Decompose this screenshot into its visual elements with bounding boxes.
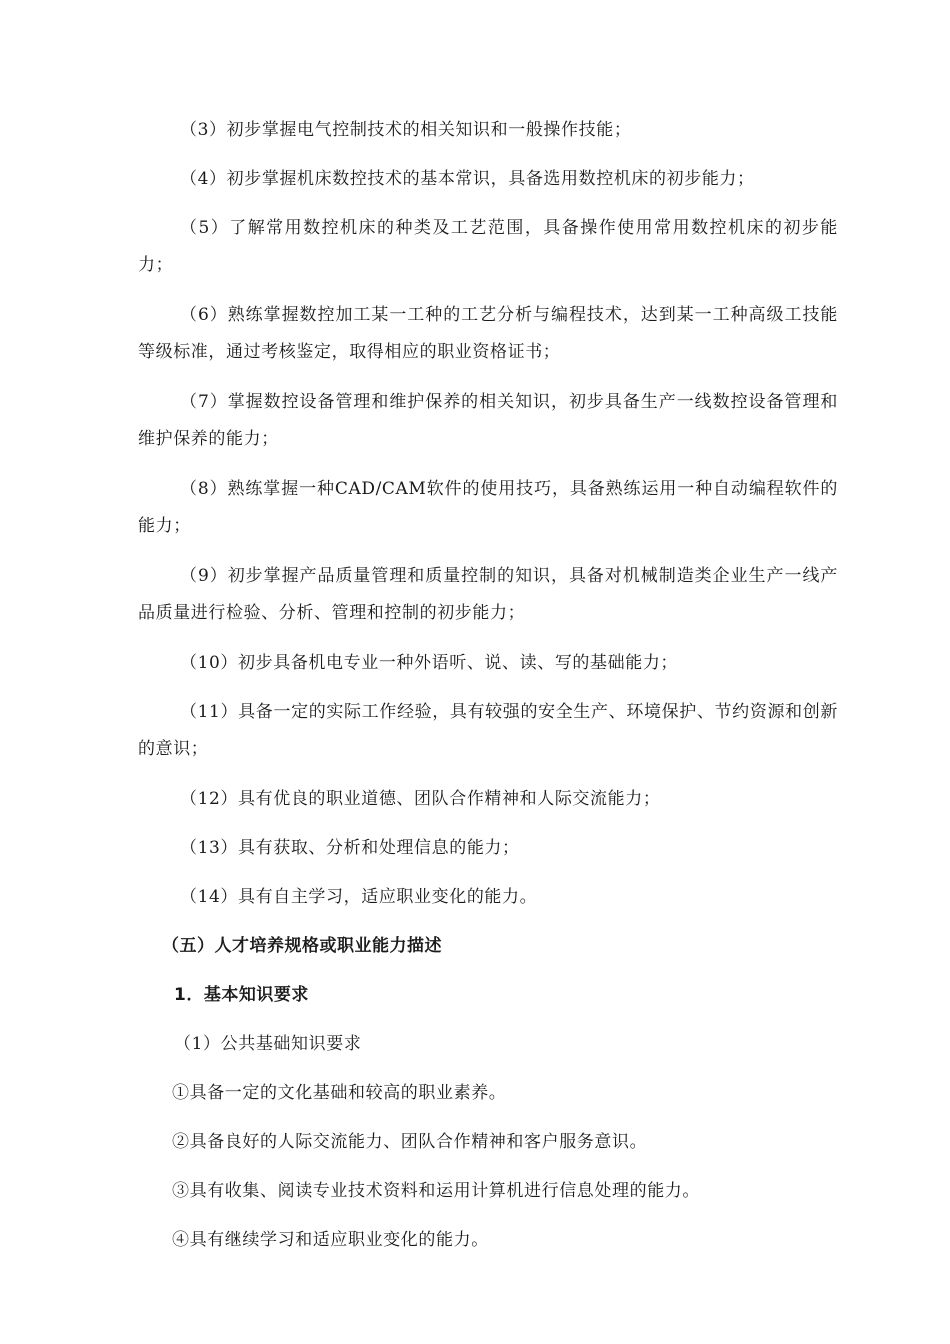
list-item: （11）具备一定的实际工作经验，具有较强的安全生产、环境保护、节约资源和创新的意识； [138,702,838,759]
list-item: （12）具有优良的职业道德、团队合作精神和人际交流能力； [180,789,661,809]
sub-item: （1）公共基础知识要求 [174,1034,362,1054]
document-body [138,112,838,1271]
subsection-heading: 1．基本知识要求 [174,985,309,1005]
circle-list-item: ①具备一定的文化基础和较高的职业素养。 [172,1083,507,1103]
list-item: （5）了解常用数控机床的种类及工艺范围，具备操作使用常用数控机床的初步能力； [138,218,838,275]
section-heading: （五）人才培养规格或职业能力描述 [162,936,442,956]
list-item: （14）具有自主学习，适应职业变化的能力。 [180,887,538,907]
circle-list-item: ④具有继续学习和适应职业变化的能力。 [172,1230,489,1250]
list-item: （8）熟练掌握一种CAD/CAM软件的使用技巧，具备熟练运用一种自动编程软件的能力； [138,479,838,536]
list-item: （6）熟练掌握数控加工某一工种的工艺分析与编程技术，达到某一工种高级工技能等级标准，通过考核鉴定，取得相应的职业资格证书； [138,305,838,362]
list-item: （9）初步掌握产品质量管理和质量控制的知识，具备对机械制造类企业生产一线产品质量进行检验、分析、管理和控制的初步能力； [138,566,838,623]
list-item: （3）初步掌握电气控制技术的相关知识和一般操作技能； [180,120,632,140]
list-item: （13）具有获取、分析和处理信息的能力； [180,838,520,858]
list-item: （10）初步具备机电专业一种外语听、说、读、写的基础能力； [180,653,679,673]
list-item: （7）掌握数控设备管理和维护保养的相关知识，初步具备生产一线数控设备管理和维护保养的能力； [138,392,838,449]
list-item: （4）初步掌握机床数控技术的基本常识，具备选用数控机床的初步能力； [180,169,755,189]
circle-list-item: ③具有收集、阅读专业技术资料和运用计算机进行信息处理的能力。 [172,1181,700,1201]
circle-list-item: ②具备良好的人际交流能力、团队合作精神和客户服务意识。 [172,1132,648,1152]
